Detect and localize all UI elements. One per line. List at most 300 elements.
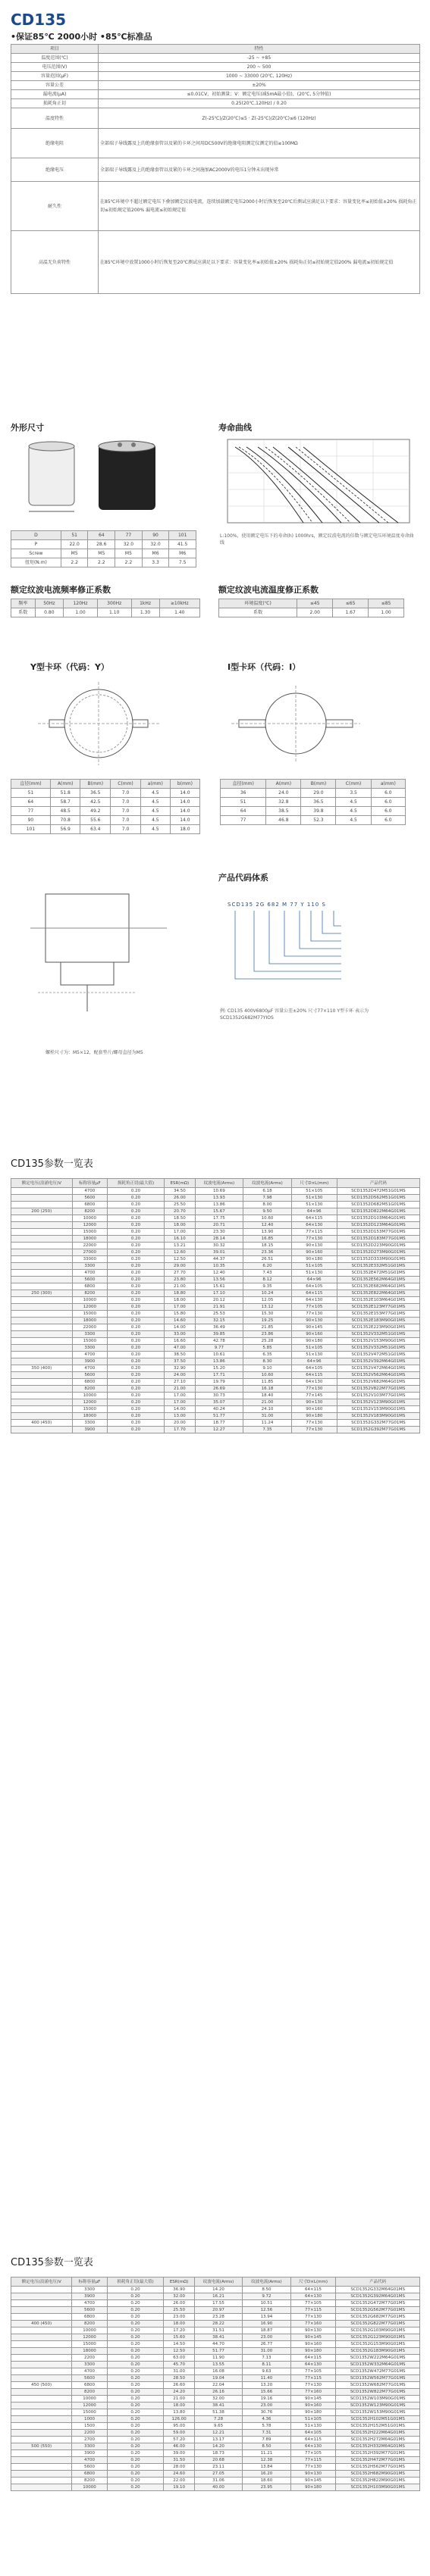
table-row (11, 1413, 420, 1420)
params-cell: SCD1352V103M77G01MS (337, 1393, 419, 1399)
params-cell: SCD1352H472M77G01MS (336, 2457, 420, 2464)
freq-header: 120Hz (64, 599, 98, 608)
params-cell: 0.20 (108, 1202, 165, 1208)
table-row (11, 1399, 420, 1406)
clampY-cell: 36.5 (80, 789, 111, 798)
temp-header: ≤45 (297, 599, 333, 608)
params-cell: 13.00 (165, 1413, 195, 1420)
clampI-cell: 24.0 (266, 789, 301, 798)
params-cell: 64×96 (291, 1358, 337, 1365)
params-cell: 0.20 (108, 1420, 165, 1427)
params-cell: 46.00 (164, 2443, 194, 2450)
table-row (11, 2464, 420, 2471)
params-cell: 0.20 (107, 2478, 164, 2484)
params-cell (11, 1236, 73, 1243)
table-row (11, 1386, 420, 1393)
clampY-header: a(mm) (140, 780, 170, 789)
freq-cell: 1.00 (64, 608, 98, 617)
params-cell: 0.20 (108, 1277, 165, 1283)
params-cell: 30.73 (195, 1393, 243, 1399)
params-header: 损耗角正切(最大值) (107, 2277, 164, 2287)
clampY-cell: 14.0 (170, 798, 199, 807)
spec-header-char: 特性 (99, 45, 420, 54)
params-cell: 15.61 (195, 1283, 243, 1290)
spec-value: 1000 ~ 33000 (20℃, 120Hz) (99, 72, 420, 81)
params-cell: 4700 (72, 2457, 107, 2464)
params-cell (11, 2327, 72, 2334)
params-cell: 11.24 (243, 1420, 292, 1427)
params-cell: 90×180 (291, 1413, 337, 1420)
table-row (11, 1427, 420, 1433)
params-cell: SCD1352H272M64G01MS (336, 2437, 420, 2443)
params-cell: 0.20 (108, 1399, 165, 1406)
params-cell: SCD1352V682M64G01MS (337, 1379, 419, 1386)
params-cell: 15.67 (195, 1208, 243, 1215)
spec-item: 容量公差 (11, 81, 99, 90)
params-cell (11, 2471, 72, 2478)
params-cell: 34.50 (165, 1188, 195, 1195)
params-cell: 0.20 (108, 1236, 165, 1243)
params-cell: SCD1352G822M77G01MS (336, 2321, 420, 2327)
table-row (11, 2416, 420, 2423)
params-cell: 36.90 (164, 2287, 194, 2293)
params-cell: 77×115 (290, 2375, 336, 2382)
params-cell: 0.20 (108, 1283, 165, 1290)
params-cell: 2700 (72, 2437, 107, 2443)
params-cell: 8.11 (243, 2362, 290, 2368)
params-cell: 64×105 (291, 1365, 337, 1372)
params-cell (11, 2396, 72, 2402)
table-row (11, 2368, 420, 2375)
partcode-heading: 产品代码体系 (218, 873, 268, 883)
params-cell: 24.10 (243, 1406, 292, 1413)
table-row (11, 1304, 420, 1311)
params-cell: 51×105 (291, 1345, 337, 1352)
params-cell (11, 1358, 73, 1365)
params-cell: 6800 (72, 2314, 107, 2321)
spec-value: 全部端子导线露及上的绝缘套管以及紧的卡环之间用DC500V的绝缘电阻测定仪测定的值≥100MΩ (99, 129, 420, 158)
table-row (11, 2341, 420, 2348)
params-cell: 64×130 (290, 2293, 336, 2300)
params-cell: 6800 (72, 2382, 107, 2389)
dim-header: 64 (88, 531, 115, 540)
params-cell: 20.00 (165, 1420, 195, 1427)
clampY-cell: 4.5 (140, 825, 170, 834)
params-cell: 13.86 (195, 1358, 243, 1365)
params-cell: 23.00 (164, 2314, 194, 2321)
params-cell: 9.65 (194, 2423, 242, 2430)
params-cell: 0.20 (108, 1249, 165, 1256)
params-cell: 10000 (72, 2396, 107, 2402)
params-cell (11, 2307, 72, 2314)
table-row (11, 1243, 420, 1249)
temp-heading: 额定纹波电流温度修正系数 (218, 585, 319, 595)
clampY-header: 直径(mm) (11, 780, 51, 789)
params-cell: 0.20 (108, 1406, 165, 1413)
params-cell: 32.00 (164, 2293, 194, 2300)
params-cell: 17.00 (165, 1399, 195, 1406)
params-cell: 64×115 (291, 1290, 337, 1297)
params-cell (11, 2450, 72, 2457)
params-cell (11, 1263, 73, 1270)
params-cell: 3300 (72, 2362, 107, 2368)
params-cell: 7.98 (243, 1195, 292, 1202)
params-cell: 0.20 (108, 1243, 165, 1249)
params-cell: 0.20 (107, 2416, 164, 2423)
table-row (11, 2484, 420, 2491)
params-cell: 8200 (72, 1386, 107, 1393)
freq-table (11, 599, 200, 617)
clampI-cell: 39.8 (301, 807, 336, 816)
params-cell: 64×105 (291, 1283, 337, 1290)
params-cell: 0.20 (107, 2382, 164, 2389)
clampY-cell: 4.5 (140, 789, 170, 798)
params-cell: 22000 (72, 1243, 107, 1249)
params-cell: 77×115 (290, 2307, 336, 2314)
params-header: 纹波电流(Arms) (194, 2277, 242, 2287)
params-cell: 0.20 (107, 2396, 164, 2402)
params-cell: 0.20 (108, 1188, 165, 1195)
params-cell: SCD1352E103M64G01MS (337, 1297, 419, 1304)
params-cell: 51×130 (291, 1202, 337, 1208)
params-cell: SCD1352D682M51G01MS (337, 1202, 419, 1208)
params-cell: 16.21 (194, 2293, 242, 2300)
params-cell: 13.20 (243, 2382, 290, 2389)
table-row (11, 1195, 420, 1202)
params-cell: 15000 (72, 1229, 107, 1236)
params-cell: 3300 (72, 1263, 107, 1270)
params-cell: 15.60 (164, 2334, 194, 2341)
params-cell: 44.70 (194, 2341, 242, 2348)
params-cell (11, 2437, 72, 2443)
params-cell: 77×160 (290, 2389, 336, 2396)
params-header: 额定电压(浪涌电压)V (11, 1179, 73, 1188)
params-cell: SCD1352G332M64G01MS (336, 2287, 420, 2293)
clampY-cell: 7.0 (111, 798, 141, 807)
params-cell: 0.20 (108, 1331, 165, 1338)
params-cell: SCD1352V562M64G01MS (337, 1372, 419, 1379)
params-cell: 23.00 (243, 2402, 290, 2409)
params-cell: 45.70 (164, 2362, 194, 2368)
params-cell: 32.90 (165, 1365, 195, 1372)
clampY-cell: 63.4 (80, 825, 111, 834)
params-cell: 0.20 (108, 1222, 165, 1229)
params-cell: 7.13 (243, 2355, 290, 2362)
params-cell (11, 2402, 72, 2409)
clampI-header: 直径(mm) (221, 780, 266, 789)
clampY-cell: 64 (11, 798, 51, 807)
params-cell: 0.20 (108, 1270, 165, 1277)
params-cell: 18.80 (165, 1290, 195, 1297)
params-cell: 5600 (72, 2464, 107, 2471)
dim-cell: P (11, 540, 61, 549)
params-cell: 25.53 (195, 1311, 243, 1318)
temp-header: ≤65 (333, 599, 369, 608)
params-cell (11, 1324, 73, 1331)
params-cell: 9.50 (243, 1208, 292, 1215)
clampI-cell: 6.0 (371, 816, 405, 825)
params-cell (11, 1331, 73, 1338)
table-row (11, 1263, 420, 1270)
table-row (11, 2389, 420, 2396)
params-cell: 17.00 (165, 1304, 195, 1311)
params-cell: 350 (400) (11, 1365, 73, 1372)
table-row (11, 2321, 420, 2327)
params-cell: 8200 (72, 2478, 107, 2484)
params-cell: SCD1352G103M90G01MS (336, 2327, 420, 2334)
params-cell: 77×145 (291, 1393, 337, 1399)
clampY-cell: 7.0 (111, 789, 141, 798)
params-cell (11, 2293, 72, 2300)
table-row (11, 1249, 420, 1256)
params-cell: 10000 (72, 2327, 107, 2334)
params-cell: 4.36 (243, 2416, 290, 2423)
clampY-cell: 49.2 (80, 807, 111, 816)
partcode-diagram (228, 911, 349, 994)
params-header: ESR(mΩ) (164, 2277, 194, 2287)
params-cell: 12000 (72, 1222, 107, 1229)
table-row (11, 2478, 420, 2484)
clampI-cell: 46.8 (266, 816, 301, 825)
params-header: 额定电压(浪涌电压)V (11, 2277, 72, 2287)
params-cell: 31.50 (164, 2457, 194, 2464)
params-cell: 16.60 (165, 1338, 195, 1345)
table-row (11, 2287, 420, 2293)
dim-cell: 2.2 (88, 558, 115, 567)
params-cell: 10.51 (243, 2300, 290, 2307)
params-cell (11, 2464, 72, 2471)
params-cell: 90×180 (290, 2409, 336, 2416)
params-cell: 26.51 (243, 1256, 292, 1263)
freq-header: ≥10kHz (159, 599, 199, 608)
freq-header: 50Hz (35, 599, 64, 608)
table-row (11, 1324, 420, 1331)
params-cell: 0.20 (107, 2430, 164, 2437)
params-cell: 3900 (72, 2450, 107, 2457)
params-cell: 35.07 (195, 1399, 243, 1406)
params-cell: SCD1352D223M90G01MS (337, 1243, 419, 1249)
table-row (11, 2375, 420, 2382)
params-cell: SCD1352E153M77G01MS (337, 1311, 419, 1318)
params-cell (11, 2423, 72, 2430)
params-header: 标称容量μF (72, 2277, 107, 2287)
params-cell: 13.56 (195, 1277, 243, 1283)
params-cell: 15.30 (243, 1311, 292, 1318)
params-cell: SCD1352H682M90G01MS (336, 2471, 420, 2478)
params-cell: 5600 (72, 1195, 107, 1202)
params-cell: 26.00 (165, 1195, 195, 1202)
spec-item: 容量范围(μF) (11, 72, 99, 81)
params-header: 尺寸D×L(mm) (291, 1179, 337, 1188)
params-cell: 8.50 (243, 2443, 290, 2450)
table-row (11, 2437, 420, 2443)
dim-header: D (11, 531, 61, 540)
params-cell: 9.35 (243, 1283, 292, 1290)
params-cell: 57.20 (164, 2437, 194, 2443)
table-row (11, 1215, 420, 1222)
temp-cell: 1.00 (369, 608, 404, 617)
params-cell: 18.15 (243, 1243, 292, 1249)
table-row (11, 2382, 420, 2389)
params-cell: 24.20 (164, 2389, 194, 2396)
params-cell: 18.77 (195, 1420, 243, 1427)
params-cell: 4700 (72, 1188, 107, 1195)
params-cell (11, 1277, 73, 1283)
params-cell: SCD1352H222M64G01MS (336, 2430, 420, 2437)
params-cell (11, 1195, 73, 1202)
params-cell: SCD1352G123M90G01MS (336, 2334, 420, 2341)
params-cell: SCD1352V472M64G01MS (337, 1365, 419, 1372)
params-cell: SCD1352V153M90G01MS (337, 1338, 419, 1345)
params-cell: SCD1352G183M90G01MS (336, 2348, 420, 2355)
table-row (11, 2314, 420, 2321)
params-cell: SCD1352E223M90G01MS (337, 1324, 419, 1331)
params-cell: 0.20 (107, 2334, 164, 2341)
clampI-cell: 36 (221, 789, 266, 798)
params-cell: 11.40 (243, 2375, 290, 2382)
mount-note: 螺栓尺寸为：M5×12，配套垫片/螺母直径为M5 (46, 1050, 143, 1055)
dim-cell: 41.5 (169, 540, 196, 549)
params-header: 尺寸D×L(mm) (290, 2277, 336, 2287)
params-cell: 8200 (72, 1208, 107, 1215)
clampY-cell: 77 (11, 807, 51, 816)
params-cell: 15.20 (195, 1365, 243, 1372)
dim-cell: M6 (169, 549, 196, 558)
params-cell: 14.00 (165, 1406, 195, 1413)
params-cell: 31.00 (243, 1413, 292, 1420)
params-cell: 16.20 (243, 2471, 290, 2478)
params-cell: 90×160 (291, 1406, 337, 1413)
params-cell: 30.32 (195, 1243, 243, 1249)
spec-item: 漏电流(μA) (11, 90, 99, 99)
params-cell (11, 1406, 73, 1413)
params-cell: 0.20 (107, 2341, 164, 2348)
params-cell: 90×130 (291, 1399, 337, 1406)
clampI-header: B(mm) (301, 780, 336, 789)
params-cell (11, 1243, 73, 1249)
params-cell: 26.60 (164, 2382, 194, 2389)
params-cell: 18.00 (165, 1297, 195, 1304)
params-cell: 13.17 (194, 2437, 242, 2443)
params-cell: 64×130 (291, 1222, 337, 1229)
params-cell: 16.10 (165, 1236, 195, 1243)
params-cell: 38.41 (194, 2334, 242, 2341)
params-cell: 6800 (72, 1379, 107, 1386)
clampI-cell: 4.5 (336, 798, 371, 807)
params-cell: SCD1352H103M90G01MS (336, 2484, 420, 2491)
params-cell: 0.20 (108, 1229, 165, 1236)
params-cell: 51.77 (195, 1413, 243, 1420)
params-cell: 13.93 (195, 1195, 243, 1202)
params-cell: 0.20 (107, 2402, 164, 2409)
params-cell: 9.77 (195, 1345, 243, 1352)
params-cell: 64×105 (290, 2430, 336, 2437)
params-cell: 15000 (72, 1406, 107, 1413)
freq-cell: 1.40 (159, 608, 199, 617)
params-cell: 0.20 (108, 1290, 165, 1297)
params-cell: SCD1352E123M77G01MS (337, 1304, 419, 1311)
params-cell: SCD1352W562M77G01MS (336, 2375, 420, 2382)
table-row (11, 2402, 420, 2409)
params-cell: SCD1352V332M51G01MS (337, 1345, 419, 1352)
partcode-note: 例: CD135 400V6800μF 容量公差±20% 尺寸77×110 Y型卡环 表示为 SCD1352G682M77YIOS (220, 1008, 369, 1021)
params-cell: SCD1352H102M51G01MS (336, 2416, 420, 2423)
params-cell: SCD1352W822M77G01MS (336, 2389, 420, 2396)
params-cell: 17.70 (165, 1427, 195, 1433)
table-row (11, 2450, 420, 2457)
freq-cell: 1.10 (97, 608, 131, 617)
params-cell: 6.35 (243, 1352, 292, 1358)
params-cell: SCD1352D103M64G01MS (337, 1215, 419, 1222)
clampY-cell: 14.0 (170, 807, 199, 816)
params-cell: 10.61 (195, 1352, 243, 1358)
table-row (11, 1420, 420, 1427)
params-cell: 0.20 (107, 2307, 164, 2314)
params-cell: 23.28 (194, 2314, 242, 2321)
params-cell (11, 2375, 72, 2382)
params-cell: 1000 (72, 2416, 107, 2423)
params-cell: SCD1352V123M90G01MS (337, 1399, 419, 1406)
params-cell (11, 1379, 73, 1386)
params-cell: 90×160 (290, 2402, 336, 2409)
dim-cell: M5 (115, 549, 143, 558)
params-cell: 24.60 (164, 2471, 194, 2478)
params-cell (11, 1393, 73, 1399)
clampI-cell: 6.0 (371, 789, 405, 798)
params-cell: 77×105 (290, 2368, 336, 2375)
params-header: 纹波电流(Arms) (243, 1179, 292, 1188)
page-subtitle: •保证85℃ 2000小时 •85℃标准品 (11, 32, 152, 42)
params-cell: 8200 (72, 2389, 107, 2396)
params-cell: 90×145 (290, 2396, 336, 2402)
params-cell: 12.21 (194, 2430, 242, 2437)
table-row (11, 2300, 420, 2307)
params-cell: 77×130 (291, 1236, 337, 1243)
params-cell: 51×105 (291, 1188, 337, 1195)
params-cell: 13.21 (165, 1243, 195, 1249)
params-cell: 10.35 (195, 1263, 243, 1270)
params-cell: 90×180 (290, 2348, 336, 2355)
params-cell: 0.20 (107, 2443, 164, 2450)
clampI-cell: 36.5 (301, 798, 336, 807)
params-cell: 17.71 (195, 1372, 243, 1379)
params-cell: 0.20 (107, 2293, 164, 2300)
params-cell: 0.20 (108, 1304, 165, 1311)
dim-cell: Screw (11, 549, 61, 558)
freq-cell: 1.30 (131, 608, 159, 617)
params-cell: 37.50 (165, 1358, 195, 1365)
params-cell: 4700 (72, 2368, 107, 2375)
table-row (11, 1283, 420, 1290)
params-cell: 90×180 (290, 2484, 336, 2491)
params-cell: 0.20 (107, 2457, 164, 2464)
clampY-header: C(mm) (111, 780, 141, 789)
page-title: CD135 (11, 11, 67, 29)
params-cell: 5600 (72, 1277, 107, 1283)
params-cell: 4700 (72, 2300, 107, 2307)
temp-header: 环境温度(℃) (219, 599, 297, 608)
params-cell: 33.00 (165, 1331, 195, 1338)
params-cell: SCD1352V332M51G01MS (337, 1331, 419, 1338)
dim-cell: 28.6 (88, 540, 115, 549)
clampI-cell: 52.3 (301, 816, 336, 825)
params-cell: 77×130 (290, 2314, 336, 2321)
params-cell: 10000 (72, 2484, 107, 2491)
params-cell: 28.14 (195, 1236, 243, 1243)
params-cell: 77×130 (290, 2382, 336, 2389)
spec-value: 全部端子导线露及上的绝缘套管以及紧的卡环之间施加AC2000V的电压1分钟未出现异常 (99, 158, 420, 182)
params-cell: 7.35 (243, 1427, 292, 1433)
